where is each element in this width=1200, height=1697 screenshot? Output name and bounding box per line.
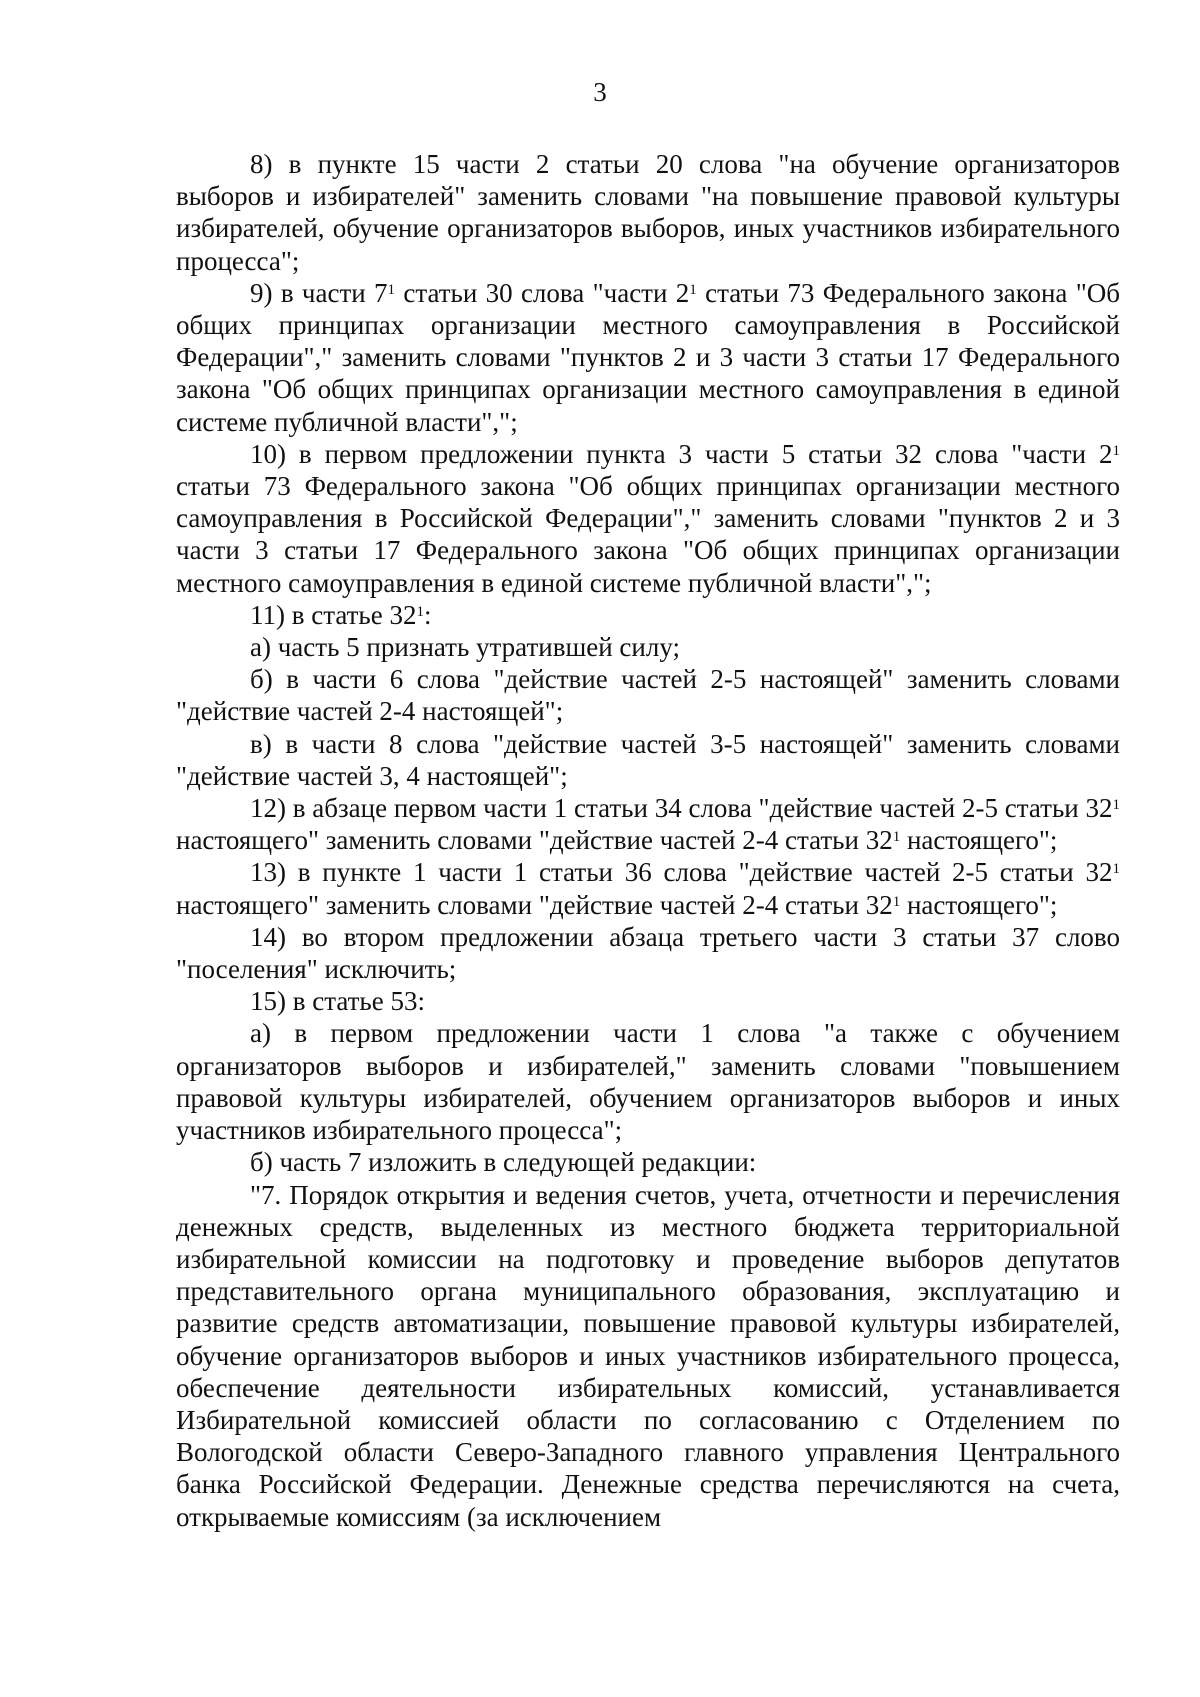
paragraph-p11c [176, 728, 1120, 792]
paragraph-p12 [176, 792, 1120, 856]
paragraph-p11 [176, 599, 1120, 631]
paragraph-p15a [176, 1017, 1120, 1146]
page-number: 3 [593, 77, 607, 107]
superscript: 1 [387, 281, 396, 298]
superscript: 1 [416, 603, 424, 620]
text-segment: статьи 30 слова "части 2 [395, 277, 690, 308]
superscript: 1 [1112, 861, 1120, 878]
text-segment: 9) в части 7 [250, 277, 388, 308]
text-segment: настоящего" заменить словами "действие частей 2-4 статьи 32 [176, 889, 893, 920]
text-segment: статьи 73 Федерального закона "Об общих принципах организации местного самоуправления в Российской Федерации"," заменить словами "пунктов 2 и 3 части 3 статьи 17 Федерального закона "Об общих принципах организации местного самоуправления в единой системе публичной власти","; [176, 471, 1120, 598]
paragraph-p11b [176, 663, 1120, 727]
text-segment: : [423, 599, 432, 630]
paragraph-p14 [176, 921, 1120, 985]
text-segment: "7. Порядок открытия и ведения счетов, учета, отчетности и перечисления денежных средств, выделенных из местного бюджета территориальной избирательной комиссии на подготовку и проведение выборов депутатов представительного органа муниципального образования, эксплуатацию и развитие средств автоматизации, повышение правовой культуры избирателей, обучение организаторов выборов и иных участников избирательного процесса, обеспечение деятельности избирательных комиссий, устанавливается Избирательной комиссией области по согласованию с Отделением по Вологодской области Северо-Западного главного управления Центрального банка Российской Федерации. Денежные средства перечисляются на счета, открываемые комиссиям (за исключением [176, 1179, 1120, 1532]
text-segment: б) часть 7 изложить в следующей редакции: [250, 1147, 757, 1178]
text-segment: 8) в пункте 15 части 2 статьи 20 слова "на обучение организаторов выборов и избирателей" заменить словами "на повышение правовой культуры избирателей, обучение организаторов выборов, иных участников избирательного процесса"; [176, 149, 1120, 276]
superscript: 1 [892, 893, 901, 910]
text-segment: 11) в статье 32 [250, 599, 417, 630]
paragraph-p9 [176, 277, 1120, 438]
paragraph-p11a [176, 631, 1120, 663]
paragraph-p13 [176, 856, 1120, 920]
paragraph-p7 [176, 1179, 1120, 1533]
text-segment: настоящего"; [900, 825, 1058, 856]
text-segment: настоящего"; [900, 889, 1058, 920]
text-segment: 12) в абзаце первом части 1 статьи 34 слова "действие частей 2-5 статьи 32 [250, 793, 1113, 824]
superscript: 1 [689, 281, 697, 298]
superscript: 1 [892, 829, 901, 846]
superscript: 1 [1112, 442, 1120, 459]
paragraph-p15 [176, 985, 1120, 1017]
paragraph-p8 [176, 148, 1120, 277]
text-segment: 15) в статье 53: [250, 986, 425, 1017]
text-segment: 14) во втором предложении абзаца третьего части 3 статьи 37 слово "поселения" исключить; [176, 921, 1120, 985]
text-segment: 13) в пункте 1 части 1 статьи 36 слова "действие частей 2-5 статьи 32 [250, 857, 1113, 888]
text-segment: б) в части 6 слова "действие частей 2-5 настоящей" заменить словами "действие частей 2-4 настоящей"; [176, 664, 1120, 727]
superscript: 1 [1112, 797, 1120, 814]
text-segment: в) в части 8 слова "действие частей 3-5 настоящей" заменить словами "действие частей 3, 4 настоящей"; [176, 728, 1120, 791]
paragraph-p10 [176, 438, 1120, 599]
text-segment: а) в первом предложении части 1 слова "а также с обучением организаторов выборов и избирателей," заменить словами "повышением правовой культуры избирателей, обучением организаторов выборов и иных участников избирательного процесса"; [176, 1018, 1120, 1146]
text-segment: настоящего" заменить словами "действие частей 2-4 статьи 32 [176, 825, 893, 856]
paragraph-p15b [176, 1146, 1120, 1178]
text-segment: статьи 73 Федерального закона "Об общих принципах организации местного самоуправления в Российской Федерации"," заменить словами "пунктов 2 и 3 части 3 статьи 17 Федерального закона "Об общих принципах организации местного самоуправления в единой системе публичной власти","; [176, 277, 1120, 437]
document-body [176, 148, 1120, 1533]
text-segment: 10) в первом предложении пункта 3 части 5 статьи 32 слова "части 2 [250, 438, 1113, 469]
text-segment: а) часть 5 признать утратившей силу; [250, 632, 680, 663]
